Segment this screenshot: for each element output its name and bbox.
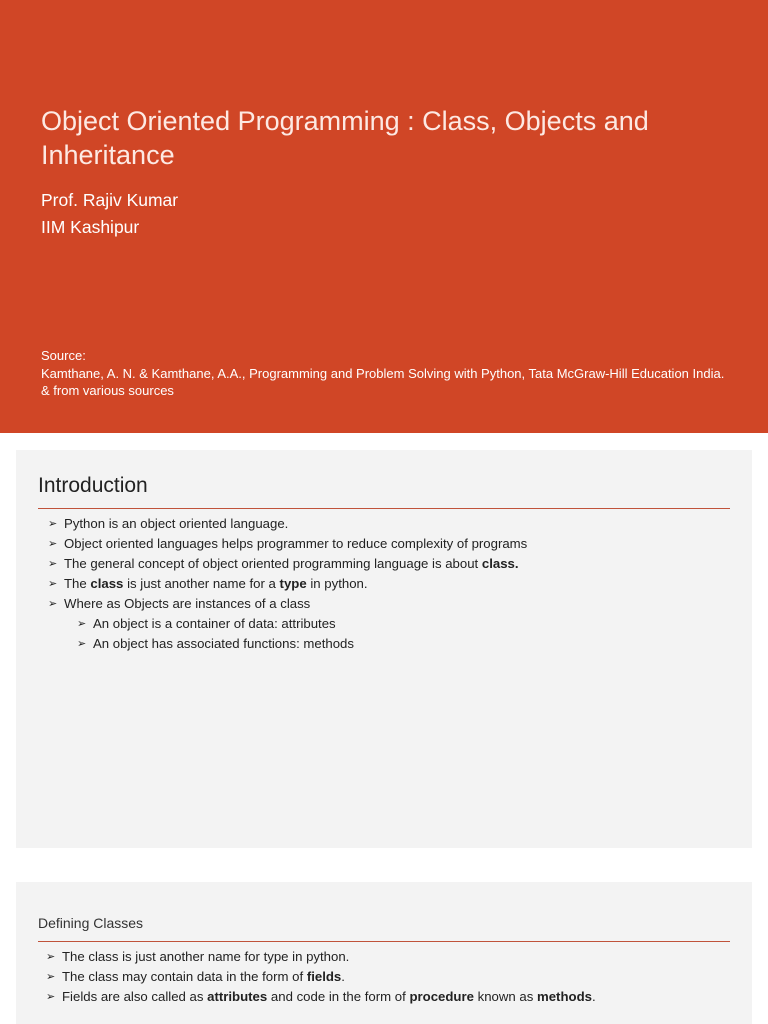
arrow-bullet-icon: ➢ bbox=[77, 638, 87, 650]
author-name: Prof. Rajiv Kumar bbox=[41, 190, 179, 210]
list-item: ➢ An object has associated functions: methods bbox=[77, 634, 527, 654]
bullet-list bbox=[48, 514, 527, 654]
introduction-slide bbox=[16, 450, 752, 848]
arrow-bullet-icon: ➢ bbox=[48, 518, 58, 530]
list-item: ➢ Fields are also called as attributes and code in the form of procedure known as methods. bbox=[46, 987, 596, 1007]
arrow-bullet-icon: ➢ bbox=[46, 971, 56, 983]
slide-heading: Introduction bbox=[38, 474, 148, 497]
defining-classes-slide bbox=[16, 882, 752, 1024]
presentation-title: Object Oriented Programming : Class, Objects and Inheritance bbox=[41, 106, 649, 170]
list-item: ➢ An object is a container of data: attributes bbox=[77, 614, 527, 634]
arrow-bullet-icon: ➢ bbox=[46, 951, 56, 963]
arrow-bullet-icon: ➢ bbox=[48, 598, 58, 610]
source-text: Kamthane, A. N. & Kamthane, A.A., Programming and Problem Solving with Python, Tata McGraw-Hill Education India. & from various sources bbox=[41, 365, 725, 398]
list-item: ➢ The class is just another name for type in python. bbox=[46, 947, 596, 967]
list-item: ➢ The class may contain data in the form of fields. bbox=[46, 967, 596, 987]
arrow-bullet-icon: ➢ bbox=[77, 618, 87, 630]
list-item: ➢ Python is an object oriented language. bbox=[48, 514, 527, 534]
bullet-list bbox=[46, 947, 596, 1007]
slide-heading: Defining Classes bbox=[38, 915, 144, 931]
heading-divider bbox=[38, 508, 730, 509]
list-item: ➢ The general concept of object oriented programming language is about class. bbox=[48, 554, 527, 574]
list-item: ➢ Where as Objects are instances of a class bbox=[48, 594, 527, 614]
author-block bbox=[41, 187, 178, 241]
arrow-bullet-icon: ➢ bbox=[48, 558, 58, 570]
list-item: ➢ The class is just another name for a type in python. bbox=[48, 574, 527, 594]
source-block bbox=[41, 347, 731, 400]
arrow-bullet-icon: ➢ bbox=[48, 538, 58, 550]
heading-divider bbox=[38, 941, 730, 942]
title-slide bbox=[0, 0, 768, 433]
arrow-bullet-icon: ➢ bbox=[46, 991, 56, 1003]
arrow-bullet-icon: ➢ bbox=[48, 578, 58, 590]
author-institute: IIM Kashipur bbox=[41, 217, 140, 237]
source-label: Source: bbox=[41, 348, 86, 363]
list-item: ➢ Object oriented languages helps programmer to reduce complexity of programs bbox=[48, 534, 527, 554]
